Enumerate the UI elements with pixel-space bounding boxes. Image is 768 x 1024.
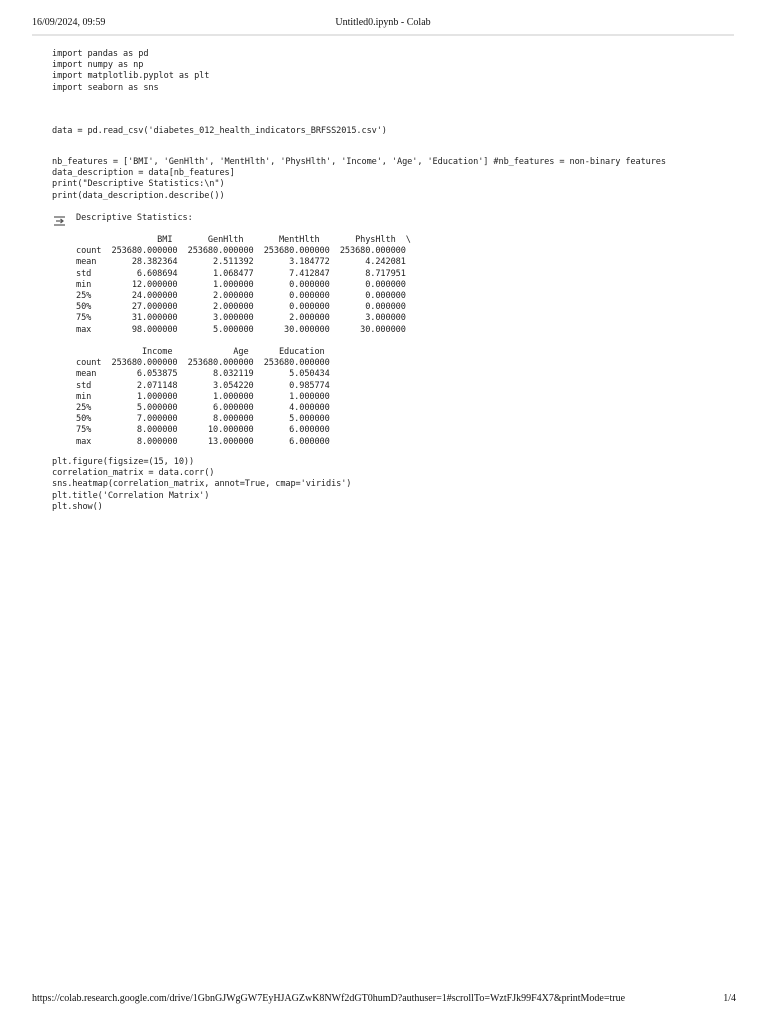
print-footer bbox=[32, 993, 736, 1007]
code-cell-describe[interactable]: nb_features = ['BMI', 'GenHlth', 'MentHlth', 'PhysHlth', 'Income', 'Age', 'Education'] #nb_features = non-binary features data_description = data[nb_features] print("Descriptive Statistics:\n") print(data_description.describe()) bbox=[52, 157, 666, 201]
print-datetime: 16/09/2024, 09:59 bbox=[32, 17, 106, 28]
print-header bbox=[32, 16, 734, 36]
describe-output-table: BMI GenHlth MentHlth PhysHlth \ count 253680.000000 253680.000000 253680.000000 253680.000000 mean 28.382364 2.511392 3.184772 4.242081 std 6.608694 1.068477 7.412847 8.717951 min 12.000000 1.000000 0.000000 0.000000 25% 24.000000 2.000000 0.000000 0.000000 50% 27.000000 2.000000 0.000000 0.000000 75% 31.000000 3.000000 2.000000 3.000000 max 98.000000 5.000000 30.000000 30.000000 Income Age Education count 253680.000000 253680.000000 253680.000000 mean 6.053875 8.032119 5.050434 std 2.071148 3.054220 0.985774 min 1.000000 1.000000 1.000000 25% 5.000000 6.000000 4.000000 50% 7.000000 8.000000 5.000000 75% 8.000000 10.000000 6.000000 max 8.000000 13.000000 6.000000 bbox=[76, 235, 411, 447]
code-cell-imports[interactable]: import pandas as pd import numpy as np import matplotlib.pyplot as plt import seaborn as sns bbox=[52, 49, 210, 93]
output-label: Descriptive Statistics: bbox=[76, 213, 193, 223]
page-url: https://colab.research.google.com/drive/1GbnGJWgGW7EyHJAGZwK8NWf2dGT0humD?authuser=1#scrollTo=WztFJk99F4X7&printMode=true bbox=[32, 993, 626, 1004]
code-cell-heatmap[interactable]: plt.figure(figsize=(15, 10)) correlation_matrix = data.corr() sns.heatmap(correlation_matrix, annot=True, cmap='viridis') plt.title('Correlation Matrix') plt.show() bbox=[52, 457, 352, 512]
code-cell-load-data[interactable]: data = pd.read_csv('diabetes_012_health_indicators_BRFSS2015.csv') bbox=[52, 126, 387, 136]
page-number: 1/4 bbox=[723, 993, 736, 1004]
output-toggle-icon[interactable] bbox=[52, 214, 68, 228]
page-title: Untitled0.ipynb - Colab bbox=[335, 17, 431, 28]
